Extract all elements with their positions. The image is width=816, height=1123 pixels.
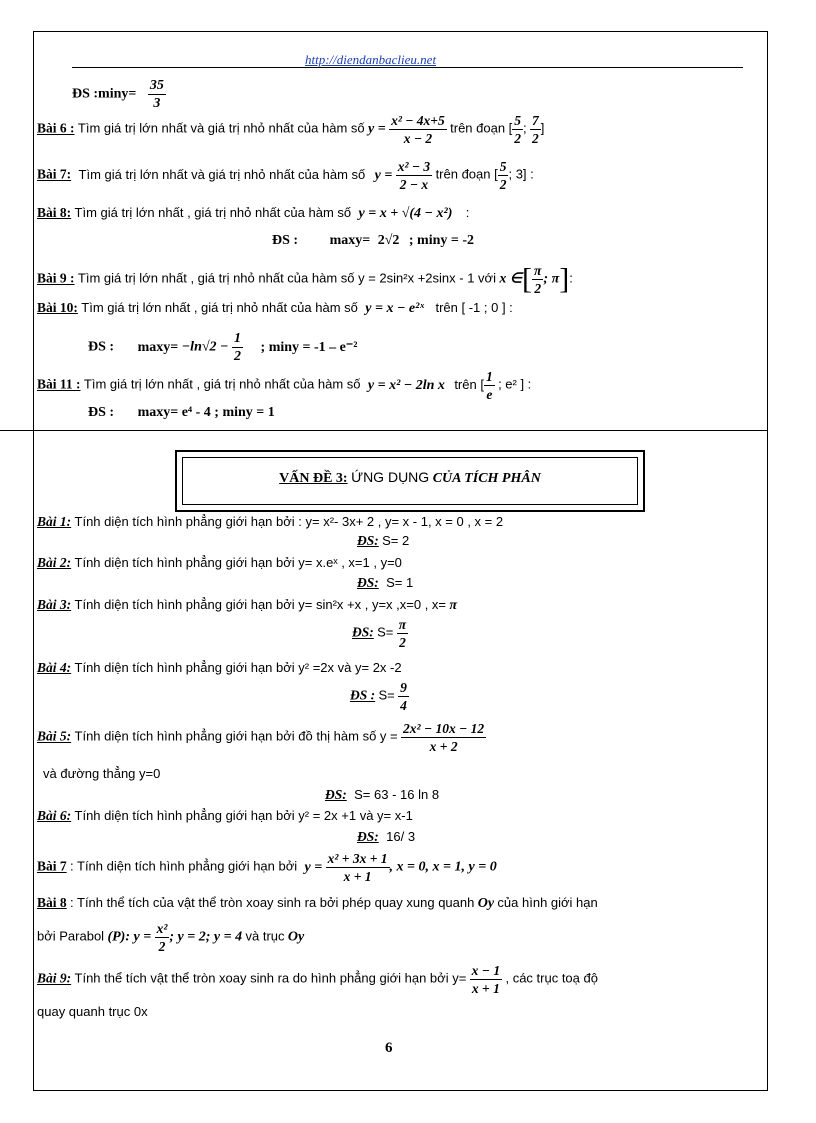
- fraction: [396, 158, 432, 193]
- problem-8: [37, 895, 598, 912]
- denominator: x + 1: [343, 869, 372, 884]
- problem-3: [37, 597, 457, 614]
- problem-text: bởi Parabol: [37, 928, 105, 944]
- problem-label: Bài 4:: [37, 660, 72, 675]
- numerator: x − 1: [471, 963, 501, 978]
- bracket-open: [: [522, 262, 533, 296]
- bracket-close: ]: [559, 262, 570, 296]
- problem-text: Tính diện tích hình phẳng giới hạn bởi y= sin²x +x , y=x ,x=0 , x=: [74, 597, 447, 612]
- answer-value: 16/ 3: [386, 829, 416, 844]
- ds-label: ĐS:: [357, 533, 379, 548]
- problem-7: [37, 850, 497, 885]
- numerator: x² − 4x+5: [391, 113, 445, 128]
- ds-label: ĐS :miny=: [72, 86, 137, 102]
- exercise-label: Bài 7:: [37, 166, 72, 182]
- colon: :: [569, 270, 573, 286]
- answer-value: S= 2: [382, 533, 410, 548]
- problem-text: Tính thể tích vật thể tròn xoay sinh ra do hình phẳng giới hạn bởi y=: [74, 970, 467, 986]
- denominator: x + 2: [429, 739, 458, 754]
- min-value: ; miny = -1 – e⁻²: [260, 339, 358, 355]
- max-label: maxy=: [137, 339, 179, 355]
- interval-close: ; 3] :: [508, 166, 534, 182]
- problem-text: Tính diện tích hình phẳng giới hạn bởi đồ thị hàm số y =: [74, 728, 398, 744]
- denominator: 2 − x: [399, 177, 429, 192]
- fraction: [532, 262, 543, 297]
- interval-open: trên [: [454, 376, 484, 392]
- exercise-label: Bài 8:: [37, 205, 72, 220]
- problem-label: Bài 1:: [37, 514, 72, 529]
- ds-miny-answer: [72, 77, 166, 112]
- fraction: [530, 112, 541, 147]
- interval-close: ; e² ] :: [498, 376, 532, 392]
- math-expression: y =: [304, 859, 323, 875]
- problem-text: Tính diện tích hình phẳng giới hạn bởi y² =2x và y= 2x -2: [74, 660, 402, 675]
- exercise-bai-7: [37, 158, 534, 193]
- ds-label: ĐS :: [272, 233, 299, 248]
- denominator: e: [486, 387, 493, 402]
- fraction: [397, 616, 408, 651]
- ds-label: ĐS :: [350, 687, 376, 703]
- interval-separator: ;: [523, 120, 527, 136]
- section-title-box: [175, 450, 645, 512]
- answer-1: [357, 533, 409, 549]
- title-part-b: ỨNG DỤNG: [351, 469, 430, 485]
- answer-bai-11: [88, 405, 275, 421]
- fraction: [232, 330, 243, 365]
- denominator: 2: [399, 635, 406, 650]
- problem-1: [37, 514, 503, 530]
- answer-6: [357, 829, 415, 845]
- ds-label: ĐS:: [352, 624, 374, 640]
- exercise-text: Tìm giá trị lớn nhất , giá trị nhỏ nhất của hàm số: [74, 205, 352, 220]
- problem-text: : Tính diện tích hình phẳng giới hạn bởi: [70, 858, 298, 874]
- problem-9-continuation: quay quanh trục 0x: [37, 1004, 148, 1019]
- exercise-label: Bài 9 :: [37, 270, 75, 286]
- problem-text: Tính diện tích hình phẳng giới hạn bởi y= x.eˣ , x=1 , y=0: [74, 555, 402, 570]
- exercise-label: Bài 10:: [37, 300, 78, 315]
- problem-2: [37, 555, 402, 571]
- boundary-conditions: ; y = 2; y = 4: [169, 929, 243, 945]
- ds-label: ĐS :: [88, 405, 115, 420]
- denominator: 2: [234, 349, 242, 364]
- exercise-text: Tìm giá trị lớn nhất , giá trị nhỏ nhất của hàm số: [81, 300, 358, 315]
- exercise-text: Tìm giá trị lớn nhất và giá trị nhỏ nhất của hàm số: [77, 120, 365, 136]
- math-expression: y = x − e²ˣ: [365, 301, 425, 316]
- problem-5-continuation: và đường thẳng y=0: [43, 766, 161, 781]
- parabola-symbol: (P): [107, 929, 126, 945]
- fraction: [389, 112, 447, 147]
- max-expression: −ln√2 −: [181, 339, 229, 355]
- exercise-text: Tìm giá trị lớn nhất , giá trị nhỏ nhất của hàm số: [83, 376, 361, 392]
- math-expression: y = x² − 2ln x: [367, 377, 445, 393]
- fraction: [148, 77, 166, 112]
- section-divider: [0, 430, 768, 431]
- exercise-text: Tìm giá trị lớn nhất , giá trị nhỏ nhất của hàm số y = 2sin²x +2sinx - 1 với: [77, 270, 496, 286]
- denominator: 2: [499, 177, 507, 192]
- problem-text: và trục: [245, 928, 285, 944]
- exercise-label: Bài 6 :: [37, 120, 75, 136]
- numerator: x²: [156, 921, 168, 936]
- fraction: [484, 368, 495, 403]
- answer-bai-8: [272, 233, 474, 249]
- min-value: ; miny = -2: [408, 233, 475, 248]
- numerator: π: [534, 263, 542, 278]
- problem-4: [37, 660, 402, 676]
- problem-5: [37, 720, 486, 755]
- problem-label: Bài 9:: [37, 970, 72, 986]
- header-url-link[interactable]: http://diendanbaclieu.net: [305, 52, 437, 67]
- math-expression: y =: [374, 167, 393, 183]
- problem-label: Bài 3:: [37, 597, 72, 612]
- numerator: 1: [485, 369, 493, 384]
- denominator: 2: [532, 131, 539, 146]
- fraction: [470, 962, 502, 997]
- interval-close: ]: [540, 120, 545, 136]
- problem-label: Bài 7: [37, 858, 67, 874]
- numerator: π: [398, 617, 407, 632]
- exercise-bai-9: [37, 262, 573, 297]
- problem-text: Tính diện tích hình phẳng giới hạn bởi y² = 2x +1 và y= x-1: [74, 808, 413, 823]
- fraction: [401, 720, 486, 755]
- ds-label: ĐS:: [357, 575, 379, 590]
- header-rule: [72, 67, 743, 68]
- interval-upper: ; π: [543, 271, 560, 287]
- denominator: 2: [158, 939, 166, 954]
- result: maxy= e⁴ - 4 ; miny = 1: [137, 405, 275, 420]
- problem-label: Bài 6:: [37, 808, 72, 823]
- numerator: x² − 3: [397, 159, 431, 174]
- denominator: x − 2: [403, 131, 433, 146]
- answer-value: S= 63 - 16 ln 8: [354, 787, 440, 802]
- title-part-c: CỦA TÍCH PHÂN: [432, 471, 541, 486]
- math-expression: y =: [368, 121, 386, 137]
- answer-value: S=: [377, 624, 394, 640]
- ds-label: ĐS :: [88, 339, 115, 355]
- answer-value: S=: [378, 687, 395, 703]
- fraction: [326, 850, 390, 885]
- answer-4: [350, 679, 409, 714]
- exercise-bai-11: [37, 368, 531, 403]
- math-expression: y = x + √(4 − x²): [358, 206, 453, 221]
- problem-label: Bài 5:: [37, 728, 72, 744]
- numerator: 5: [514, 113, 522, 128]
- problem-text: : Tính thể tích của vật thể tròn xoay sinh ra bởi phép quay xung quanh: [70, 895, 475, 910]
- numerator: 1: [234, 331, 242, 346]
- exercise-label: Bài 11 :: [37, 376, 81, 392]
- answer-2: [357, 575, 413, 591]
- max-label: maxy=: [329, 233, 371, 248]
- axis-oy: Oy: [477, 896, 495, 911]
- problem-text: Tính diện tích hình phẳng giới hạn bởi : y= x²- 3x+ 2 , y= x - 1, x = 0 , x = 2: [74, 514, 504, 529]
- math-expression: : y =: [125, 929, 152, 945]
- problem-text: của hình giới hạn: [497, 895, 598, 910]
- exercise-bai-6: [37, 112, 544, 147]
- problem-label: Bài 8: [37, 895, 67, 910]
- denominator: 2: [514, 131, 522, 146]
- ds-label: ĐS:: [325, 787, 347, 802]
- fraction: [498, 158, 509, 193]
- denominator: 3: [148, 94, 166, 112]
- math-expression: x ∈: [499, 271, 523, 287]
- denominator: 4: [400, 698, 407, 713]
- title-part-a: VẤN ĐỀ 3:: [279, 471, 348, 486]
- denominator: 2: [534, 281, 542, 296]
- answer-5: [325, 787, 439, 803]
- fraction: [155, 920, 170, 955]
- problem-label: Bài 2:: [37, 555, 72, 570]
- problem-8-line2: [37, 920, 304, 955]
- interval: trên [ -1 ; 0 ] :: [435, 300, 513, 315]
- answer-value: S= 1: [386, 575, 414, 590]
- interval-open: trên đoạn [: [435, 166, 498, 182]
- pi-symbol: π: [449, 598, 458, 613]
- numerator: x² + 3x + 1: [327, 851, 388, 866]
- answer-bai-10: [88, 330, 357, 365]
- numerator: 35: [149, 78, 164, 93]
- boundary-conditions: , x = 0, x = 1, y = 0: [389, 859, 497, 875]
- fraction: [398, 679, 409, 714]
- fraction: [512, 112, 523, 147]
- ds-label: ĐS:: [357, 829, 379, 844]
- answer-3: [352, 616, 408, 651]
- colon: :: [465, 205, 470, 220]
- exercise-bai-8: [37, 205, 469, 222]
- page-number: 6: [385, 1040, 393, 1056]
- problem-6: [37, 808, 413, 824]
- numerator: 9: [400, 680, 407, 695]
- section-title: [177, 469, 643, 487]
- exercise-text: Tìm giá trị lớn nhất và giá trị nhỏ nhất của hàm số: [78, 166, 366, 182]
- problem-9: [37, 962, 598, 997]
- numerator: 2x² − 10x − 12: [403, 721, 485, 736]
- interval-open: trên đoạn [: [450, 120, 513, 136]
- numerator: 5: [499, 159, 507, 174]
- axis-oy: Oy: [287, 929, 305, 945]
- exercise-bai-10: [37, 300, 513, 317]
- max-value: 2√2: [377, 233, 400, 248]
- problem-text: , các trục toạ độ: [505, 970, 598, 986]
- denominator: x + 1: [471, 981, 500, 996]
- numerator: 7: [532, 113, 539, 128]
